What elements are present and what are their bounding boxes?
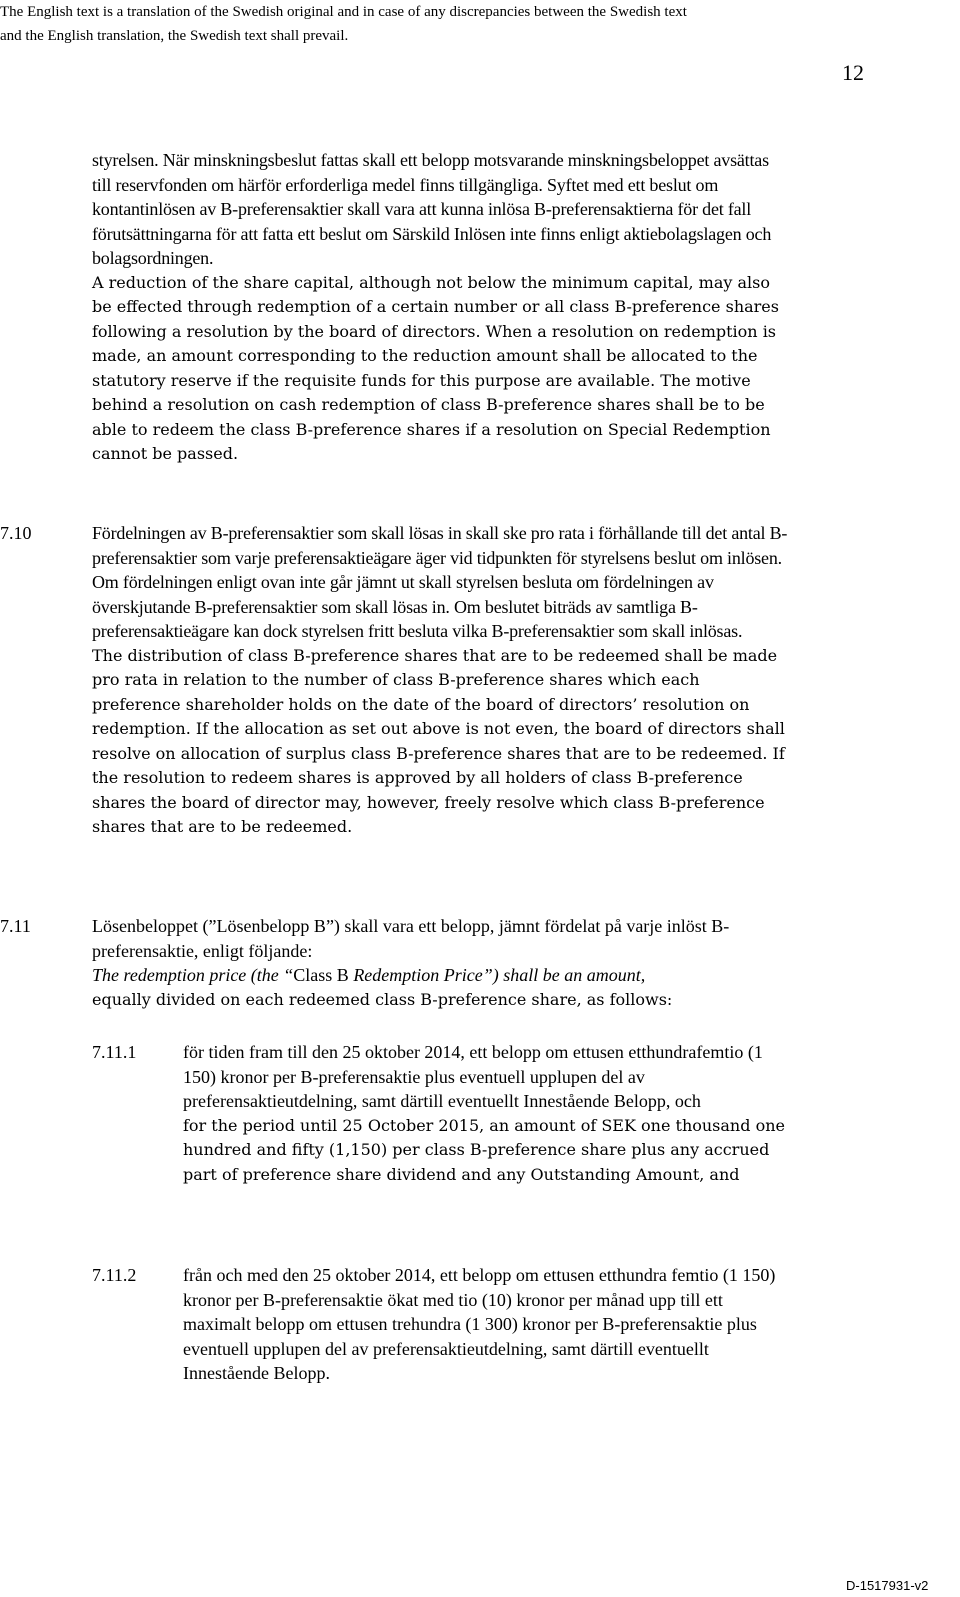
section-7-11-1-english: for the period until 25 October 2015, an amount of SEK one thousand one hundred and fifty (1,150) per class B-preference share plus any accrued part of preference share dividend and any Outstanding Amount, and (183, 1115, 785, 1184)
section-7-10 (92, 521, 792, 840)
section-7-11-english-plain: Class B (293, 965, 349, 985)
section-number-7-11: 7.11 (0, 916, 31, 936)
continuation-block (92, 148, 792, 467)
section-number-7-10: 7.10 (0, 523, 32, 543)
section-7-11 (92, 914, 792, 1012)
section-7-11-english-line (92, 963, 792, 988)
section-7-11-english-italic-b: Redemption Price”) shall be an amount, (348, 965, 646, 985)
section-7-11-2-swedish: från och med den 25 oktober 2014, ett belopp om ettusen etthundra femtio (1 150) kronor per B-preferensaktie ökat med tio (10) kronor per månad upp till ett maximalt belopp om ettusen trehundra (1 300) kronor per B-preferensaktie plus eventuell upplupen del av preferensaktieutdelning, samt därtill eventuellt Innestående Belopp. (183, 1265, 776, 1383)
section-7-11-english-italic-a: The redemption price (the “ (92, 965, 294, 985)
section-number-7-11-1: 7.11.1 (92, 1042, 137, 1062)
document-id: D-1517931-v2 (846, 1578, 929, 1593)
page-number: 12 (842, 60, 864, 85)
section-7-11-swedish: Lösenbeloppet (”Lösenbelopp B”) skall vara ett belopp, jämnt fördelat på varje inlöst B-preferensaktie, enligt följande: (92, 916, 730, 961)
section-7-11-english-rest: equally divided on each redeemed class B-preference share, as follows: (92, 989, 673, 1009)
section-7-11-2 (183, 1263, 783, 1386)
section-7-11-1 (183, 1040, 793, 1187)
section-7-11-1-swedish: för tiden fram till den 25 oktober 2014, ett belopp om ettusen etthundrafemtio (1 150) kronor per B-preferensaktie plus eventuell upplupen del av preferensaktieutdelning, samt därtill eventuellt Innestående Belopp, och (183, 1042, 763, 1111)
section-number-7-11-2: 7.11.2 (92, 1265, 137, 1285)
translation-notice-line-2: and the English translation, the Swedish text shall prevail. (0, 28, 349, 44)
continuation-english: A reduction of the share capital, although not below the minimum capital, may also be effected through redemption of a certain number or all class B-preference shares following a resolution by the board of directors. When a resolution on redemption is made, an amount corresponding to the reduction amount shall be allocated to the statutory reserve if the requisite funds for this purpose are available. The motive behind a resolution on cash redemption of class B-preference shares shall be to be able to redeem the class B-preference shares if a resolution on Special Redemption cannot be passed. (92, 272, 779, 463)
translation-notice (0, 0, 800, 48)
continuation-swedish: styrelsen. När minskningsbeslut fattas skall ett belopp motsvarande minskningsbeloppet avsättas till reservfonden om härför erforderliga medel finns tillgängliga. Syftet med ett beslut om kontantinlösen av B-preferensaktier skall vara att kunna inlösa B-preferensaktierna för det fall förutsättningarna för att fatta ett beslut om Särskild Inlösen inte finns enligt aktiebolagslagen och bolagsordningen. (92, 150, 772, 268)
section-7-10-swedish: Fördelningen av B-preferensaktier som skall lösas in skall ske pro rata i förhållande till det antal B-preferensaktier som varje preferensaktieägare äger vid tidpunkten för styrelsens beslut om inlösen. Om fördelningen enligt ovan inte går jämnt ut skall styrelsen besluta om fördelningen av överskjutande B-preferensaktier som skall lösas in. Om beslutet biträds av samtliga B-preferensaktieägare kan dock styrelsen fritt besluta vilka B-preferensaktier som skall inlösas. (92, 523, 788, 641)
translation-notice-line-1: The English text is a translation of the Swedish original and in case of any discrepancies between the Swedish text (0, 4, 687, 20)
section-7-10-english: The distribution of class B-preference shares that are to be redeemed shall be made pro rata in relation to the number of class B-preference shares which each preference shareholder holds on the date of the board of directors’ resolution on redemption. If the allocation as set out above is not even, the board of directors shall resolve on allocation of surplus class B-preference shares that are to be redeemed. If the resolution to redeem shares is approved by all holders of class B-preference shares the board of director may, however, freely resolve which class B-preference shares that are to be redeemed. (92, 645, 785, 836)
